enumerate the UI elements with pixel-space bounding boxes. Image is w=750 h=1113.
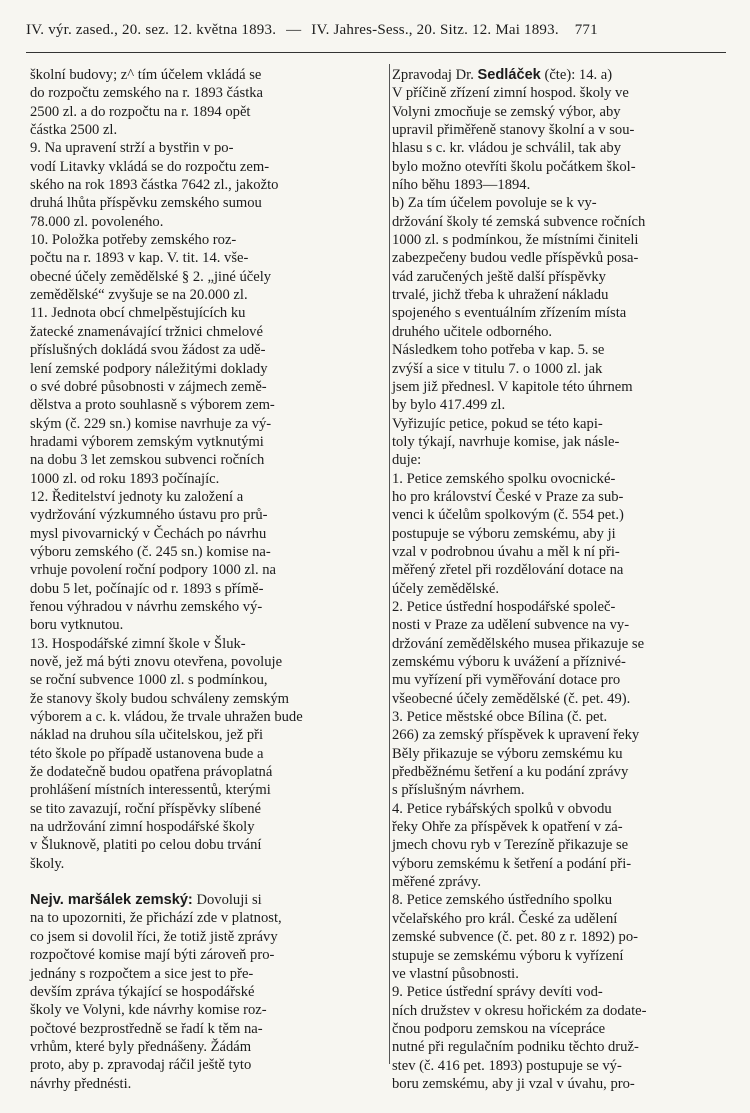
text-line: 1. Petice zemského spolku ovocnické-	[392, 470, 616, 487]
text-line: ho pro království České v Praze za sub-	[392, 488, 624, 505]
text-line: postupuje se výboru zemskému, aby ji	[392, 525, 616, 542]
text-line: druhá lhůta příspěvku zemského sumou	[30, 195, 262, 212]
text-line: se roční subvence 1000 zl. s podmínkou,	[30, 672, 268, 689]
text-line: 9. Petice ústřední správy devíti vod-	[392, 984, 603, 1001]
text-line: účely zemědělské.	[392, 580, 499, 597]
text-line: na dobu 3 let zemskou subvenci ročních	[30, 452, 265, 469]
text-line: spojeného s eventuálním zřízením místa	[392, 305, 627, 322]
text-line: nově, jež má býti znovu otevřena, povoluje	[30, 654, 283, 670]
text-line: počtu na r. 1893 v kap. V. tit. 14. vše-	[30, 250, 249, 267]
text-line: dobu 5 let, počínajíc od r. 1893 s přímě-	[30, 580, 264, 597]
text-line: 1000 zl. od roku 1893 počínajíc.	[30, 470, 220, 487]
text-line: Zpravodaj Dr. Sedláček (čte): 14. a)	[392, 67, 613, 83]
text-line: Nejv. maršálek zemský: Dovoluji si	[30, 892, 262, 909]
header-separator: —	[286, 22, 302, 38]
page-header	[26, 22, 726, 39]
text-line: v Šluknově, platiti po celou dobu trvání	[30, 837, 262, 854]
text-line: držování zemědělského musea přikazuje se	[392, 635, 645, 652]
page-number: 771	[574, 22, 598, 38]
text-line: měřený zřetel při rozdělování dotace na	[392, 562, 624, 579]
text-line: 9. Na upravení strží a bystřin v po-	[30, 140, 234, 157]
speaker-name: Sedláček	[477, 67, 541, 83]
text-line: zvýší a sice v titulu 7. o 1000 zl. jak	[392, 360, 603, 377]
text-line: měřené zprávy.	[392, 874, 481, 891]
text-line: této škole po případě ustanovena bude a	[30, 745, 264, 762]
text-line: Volyni zmocňuje se zemský výbor, aby	[392, 103, 621, 120]
text-line: výboru zemskému k šetření a podání při-	[392, 855, 632, 872]
text-line: školy.	[30, 855, 65, 872]
text-line: ního běhu 1893—1894.	[392, 177, 531, 194]
text-line: ních družstev v okresu hořickém za dodate-	[392, 1002, 647, 1019]
text-line: řenou výhradou v návrhu zemského vý-	[30, 598, 263, 615]
text-line: 12. Ředitelství jednoty ku založení a	[30, 488, 244, 505]
text-line: 11. Jednota obcí chmelpěstujících ku	[30, 305, 246, 322]
text-line: upravil přiměřeně stanovy školní a v sou-	[392, 122, 635, 139]
text-line: náklad na druhou síla učitelskou, jež při	[30, 727, 264, 744]
text-line: 3. Petice městské obce Bílina (č. pet.	[392, 709, 608, 726]
text-line: mysl pivovarnický v Čechách po návrhu	[30, 525, 267, 542]
text-line: ským (č. 229 sn.) komise navrhuje za vý-	[30, 415, 272, 432]
text-line: by bylo 417.499 zl.	[392, 397, 506, 414]
text-line: včelařského pro král. České za udělení	[392, 910, 618, 927]
text-line: hlasu s c. kr. vládou je schválil, tak aby	[392, 140, 621, 157]
text-line: Běly přikazuje se výboru zemskému ku	[392, 745, 623, 762]
text-line: Vyřizujíc petice, pokud se této kapi-	[392, 415, 603, 432]
text-line: bylo možno otevříti školu počátkem škol-	[392, 158, 636, 175]
text-line: nosti v Praze za udělení subvence na vy-	[392, 617, 630, 634]
text-line: 266) za zemský příspěvek k upravení řeky	[392, 727, 640, 744]
text-line: na to upozorniti, že přichází zde v platnost,	[30, 910, 282, 927]
speaker-name: Nejv. maršálek zemský:	[30, 892, 193, 909]
text-line: předběžnému šetření a ku podání zprávy	[392, 764, 629, 781]
text-line: nutné při regulačním podniku těchto druž-	[392, 1039, 639, 1056]
header-rule	[26, 52, 726, 53]
text-line: školy ve Volyni, kde návrhy komise roz-	[30, 1002, 267, 1019]
text-line: devším zpráva týkající se hospodářské	[30, 983, 255, 1000]
text-line: duje:	[392, 452, 422, 469]
text-line: čnou podporu zemskou na vícepráce	[392, 1020, 606, 1037]
text-line: ského na rok 1893 částka 7642 zl., jakožto	[30, 177, 279, 194]
text-line: držování školy té zemská subvence ročních	[392, 213, 646, 230]
text-line: venci k účelům spolkovým (č. 554 pet.)	[392, 507, 624, 524]
text-line: ve vlastní působnosti.	[392, 965, 519, 982]
text-line: 10. Položka potřeby zemského roz-	[30, 232, 237, 249]
text-line: 2. Petice ústřední hospodářské společ-	[392, 598, 616, 615]
text-line: dělstva a proto souhlasně s výborem zem-	[30, 397, 275, 414]
text-line: toly týkají, navrhuje komise, jak násle-	[392, 433, 620, 450]
text-line: prohlášení místních interessentů, kterými	[30, 782, 271, 799]
text-line: obecné účely zemědělské § 2. „jiné účely	[30, 268, 272, 285]
text-line: výborem a c. k. vládou, že trvale uhražen bude	[30, 709, 303, 726]
text-line: řeky Ohře za příspěvek k opatření v zá-	[392, 819, 623, 836]
text-line: vzal v podrobnou úvahu a měl k ní při-	[392, 543, 620, 560]
text-line: že stanovy školy budou schváleny zemským	[30, 690, 289, 707]
text-line: proto, aby p. zpravodaj ráčil ještě tyto	[30, 1057, 252, 1074]
text-line: vrhuje povolení roční podpory 1000 zl. na	[30, 562, 277, 579]
text-line: návrhy přednésti.	[30, 1075, 132, 1092]
text-line: trvalé, jichž třeba k uhražení nákladu	[392, 287, 609, 304]
text-line: druhého učitele odborného.	[392, 323, 553, 340]
text-line: stupuje se zemskému výboru k vyřízení	[392, 947, 624, 964]
text-line: zemskému výboru k uvážení a příznivé-	[392, 654, 626, 670]
text-line: žatecké znamenávající tržnici chmelové	[30, 323, 263, 340]
text-line: rozpočtové komise mají býti zároveň pro-	[30, 947, 275, 964]
text-line: počtové bezprostředně se řadí k těm na-	[30, 1020, 263, 1037]
text-line: školní budovy; z^ tím účelem vkládá se	[30, 67, 262, 83]
text-line: 1000 zl. s podmínkou, že místními činiteli	[392, 232, 639, 249]
text-line: b) Za tím účelem povoluje se k vy-	[392, 195, 597, 212]
text-line: vrhům, které byly přednášeny. Žádám	[30, 1038, 252, 1055]
text-line: na udržování zimní hospodářské školy	[30, 819, 255, 836]
text-line: částka 2500 zl.	[30, 122, 118, 139]
text-line: V příčině zřízení zimní hospod. školy ve	[392, 85, 629, 102]
text-line: jednány s rozpočtem a sice jest to pře-	[30, 965, 254, 982]
header-right: IV. Jahres-Sess., 20. Sitz. 12. Mai 1893.	[311, 22, 559, 38]
text-line: vydržování výzkumného ústavu pro prů-	[30, 507, 268, 524]
text-line: 2500 zl. a do rozpočtu na r. 1894 opět	[30, 103, 251, 120]
text-line: zemědělské“ zvyšuje se na 20.000 zl.	[30, 287, 248, 304]
left-column	[30, 66, 388, 1093]
text-line: 8. Petice zemského ústředního spolku	[392, 892, 613, 909]
text-line: hradami výborem zemským vytknutými	[30, 433, 264, 450]
text-line: 78.000 zl. povoleného.	[30, 213, 164, 230]
header-left: IV. výr. zased., 20. sez. 12. května 1893.	[26, 22, 277, 38]
text-line: zemské subvence (č. pet. 80 z r. 1892) po-	[392, 929, 638, 946]
text-line: vád zaručených ještě další příspěvky	[392, 268, 606, 285]
text-line: výboru zemského (č. 245 sn.) komise na-	[30, 543, 271, 560]
text-line: Následkem toho potřeba v kap. 5. se	[392, 342, 605, 359]
text-line: co jsem si dovolil říci, že totiž jistě zprávy	[30, 928, 278, 945]
text-line: lení zemské podpory náležitými doklady	[30, 360, 268, 377]
text-line: s příslušným návrhem.	[392, 782, 525, 799]
text-line: 4. Petice rybářských spolků v obvodu	[392, 800, 612, 817]
text-line	[30, 873, 388, 891]
right-column	[392, 66, 726, 1093]
text-line: mu vyřízení při vyměřování dotace pro	[392, 672, 621, 689]
text-line: jsem již přednesl. V kapitole této úhrnem	[392, 378, 633, 395]
text-line: že dodatečně budou opatřena právoplatná	[30, 764, 273, 781]
text-line: stev (č. 416 pet. 1893) postupuje se vý-	[392, 1057, 622, 1074]
text-line: se tito zavazují, roční příspěvky slíbené	[30, 800, 261, 817]
text-line: zabezpečeny budou vedle příspěvků posa-	[392, 250, 639, 267]
text-line: boru zemskému, aby ji vzal v úvahu, pro-	[392, 1075, 635, 1092]
text-line: všeobecné účely zemědělské (č. pet. 49).	[392, 690, 631, 707]
text-line: boru vytknutou.	[30, 617, 124, 634]
column-divider	[389, 64, 390, 1064]
text-line: 13. Hospodářské zimní škole v Šluk-	[30, 635, 246, 652]
text-line: jmech chovu ryb v Terezíně přikazuje se	[392, 837, 629, 854]
text-line: o své dobré působnosti v zájmech země-	[30, 378, 267, 395]
text-line: do rozpočtu zemského na r. 1893 částka	[30, 85, 264, 102]
text-line: příslušných dokládá svou žádost za udě-	[30, 342, 266, 359]
text-line: vodí Litavky vkládá se do rozpočtu zem-	[30, 158, 270, 175]
